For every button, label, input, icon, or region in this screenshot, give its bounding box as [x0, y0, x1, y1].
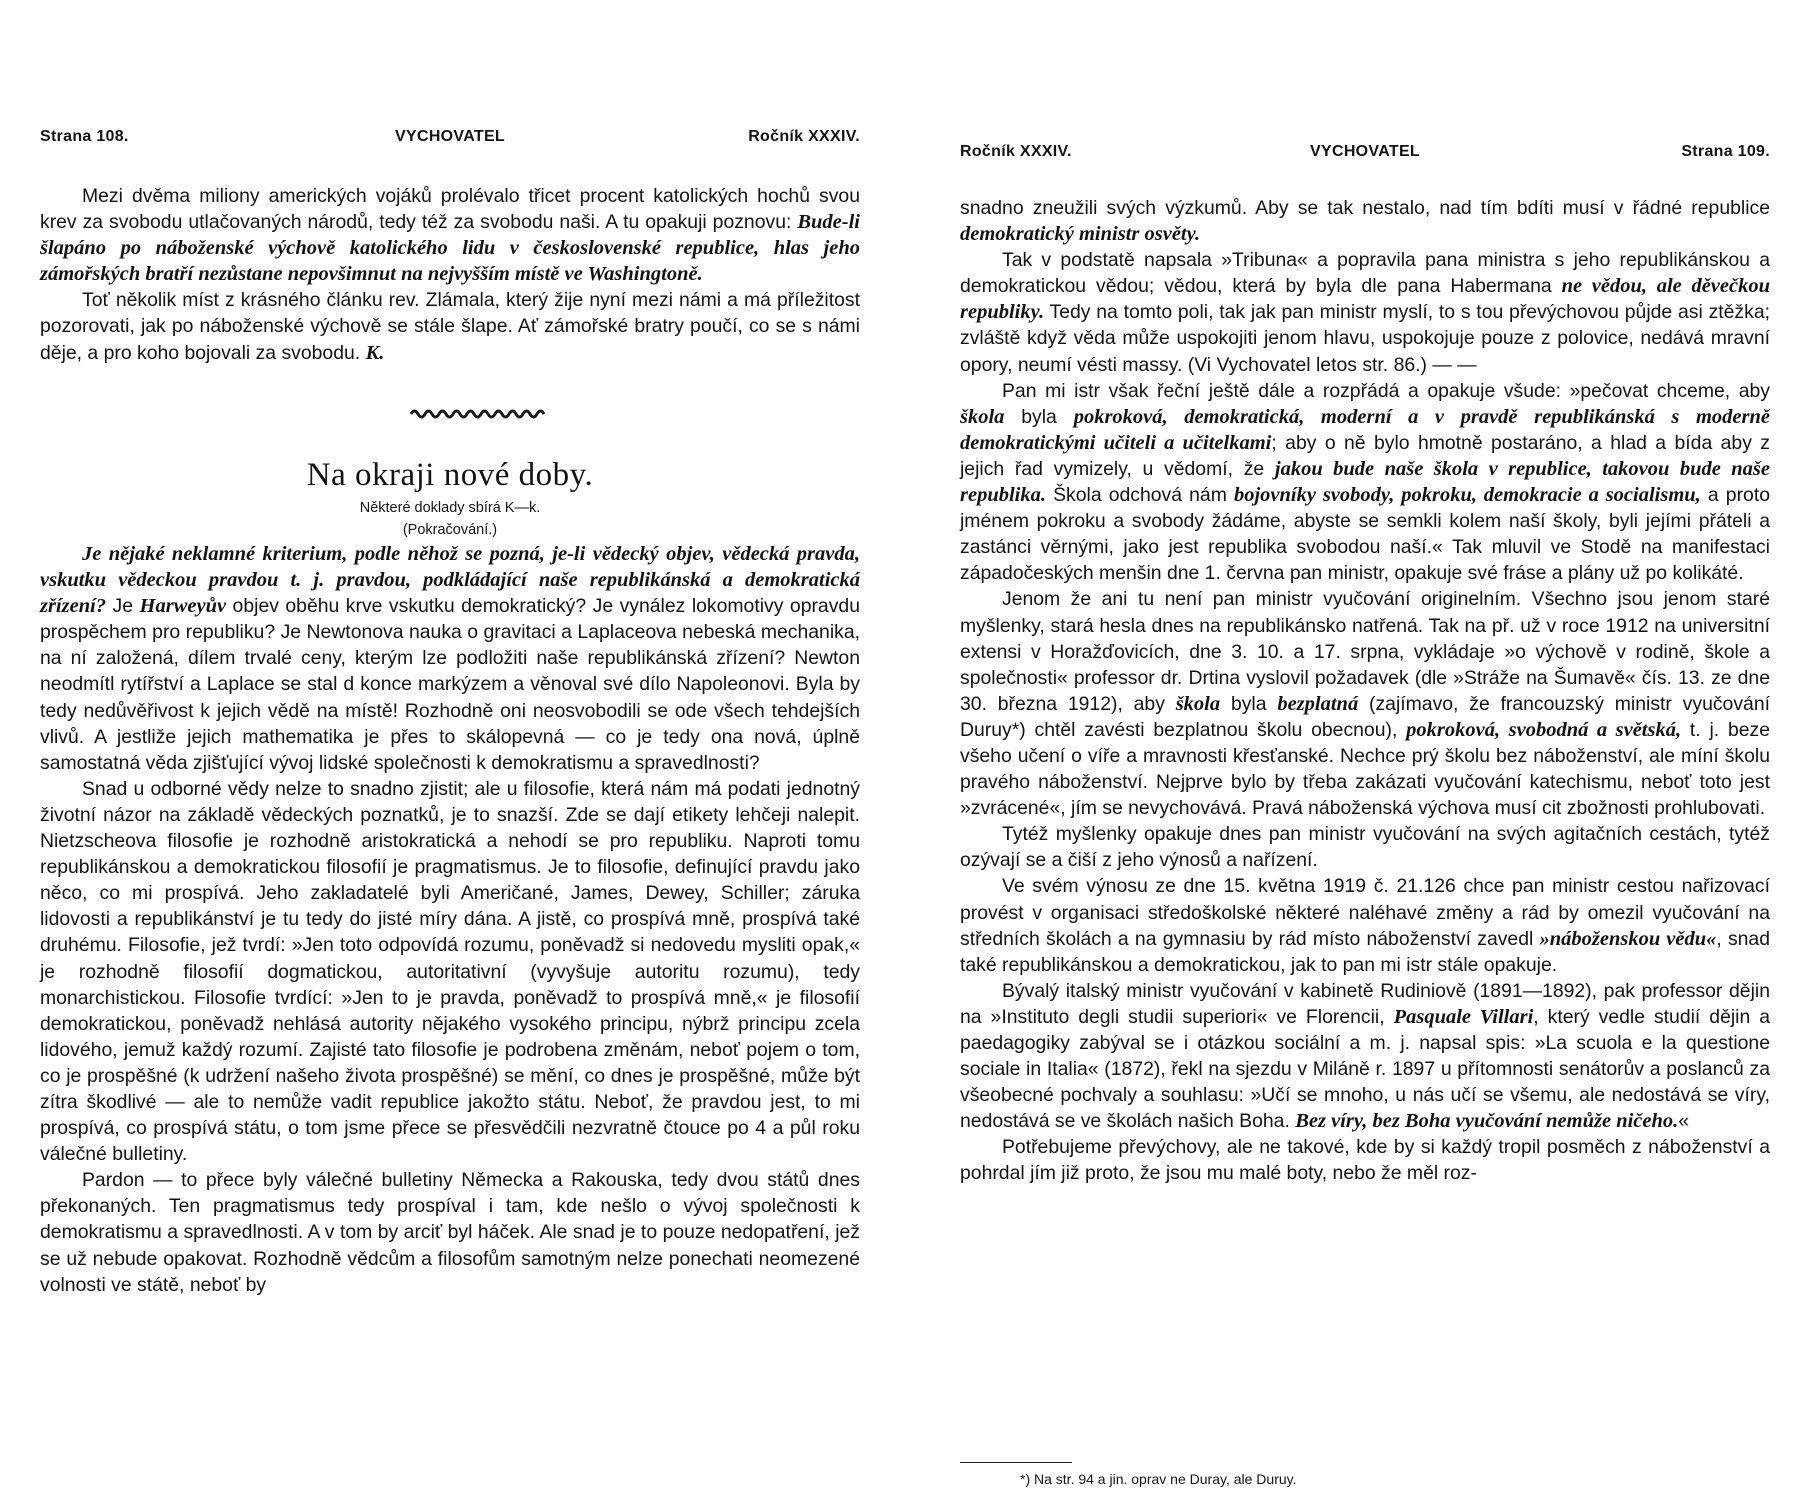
- article-body-right: [960, 195, 1770, 1187]
- intro-text: [40, 183, 860, 366]
- harvey-name: Harweyův: [139, 595, 227, 618]
- footnote: *) Na str. 94 a jin. oprav ne Duray, ale Duruy.: [1020, 1471, 1297, 1487]
- article-paragraph-2: Snad u odborné vědy nelze to snadno zjistit; ale u filosofie, která nám má podati jednotný životní názor na základě vědeckých poznatků, je to snazší. Zde se dají etikety lehčeji nalepit. Nietzscheova filosofie je rozhodně aristokratická a nehodí se pro republiku. Naproti tomu republikánskou a demokratickou filosofií je pragmatismus. Je to filosofie, definující pravdu jako něco, co mi prospívá. Jeho zakladatelé byli Američané, James, Dewey, Schiller; záruka lidovosti a republikánství je tu tedy do jisté míry dána. A jistě, co prospívá mně, prospívá také druhému. Filosofie, jež tvrdí: »Jen toto odpovídá rozumu, poněvadž si nedovedu mysliti opak,« je rozhodně filosofií dogmatickou, autoritativní (vyvyšuje autoritu rozumu), tedy monarchistickou. Filosofie tvrdící: »Jen to je pravda, poněvadž to prospívá mně,« je filosofií demokratickou, poněvadž nehlásá autority nějakého vysokého principu, nýbrž principu zcela lidového, jemuž každý rozumí. Zajisté tato filosofie je podrobena změnám, neboť pojem o tom, co je prospěšné (k udržení našeho života prospěšné) se mění, co dnes je prospěšné, může být zítra škodlivé — ale to nemůže vadit republice jakožto státu. Neboť, že pravdou jest, to mi prospívá, co prospívá státu, o tom jsme přece se přesvědčili nezvratně čtouce po 4 a půl roku válečné bulletiny.: [40, 777, 860, 1166]
- intro-paragraph-1: Mezi dvěma miliony amerických vojáků prolévalo třicet procent katolických hochů svou krev za svobodu utlačovaných národů, tedy též za svobodu naši. A tu opakuji poznovu: Bude-li šlapáno po náboženské výchově katolického lidu v československé republice, hlas jeho zámořských bratří nezůstane nepovšimnut na nejvyšším místě ve Washingtoně.: [40, 185, 860, 286]
- left-journal-title: VYCHOVATEL: [395, 128, 505, 145]
- wavy-divider-ornament: [409, 405, 549, 419]
- footnote-rule: [960, 1462, 1072, 1463]
- right-page-number: Strana 109.: [1681, 143, 1770, 160]
- right-page: [960, 0, 1770, 1500]
- right-paragraph-0: snadno zneužili svých výzkumů. Aby se tak nestalo, nad tím bdíti musí v řádné republice demokratický ministr osvěty.: [960, 197, 1770, 246]
- article-subtitle: Některé doklady sbírá K—k.: [359, 500, 541, 516]
- article-paragraph-1: Je nějaké neklamné kriterium, podle něhož se pozná, je-li vědecký objev, vědecká pravda, vskutku vědeckou pravdou t. j. pravdou, podkládající naše republikánská a demokratická zřízení? Je Harweyův objev oběhu krve vskutku demokratický? Je vynález lokomotivy opravdu prospěchem pro republiku? Je Newtonova nauka o gravitaci a Laplaceova nebeská mechanika, na ní založená, dílem trvalé ceny, kterým lze podložiti naše republikánská zřízení? Newton neodmítl rytířství a Laplace se stal d konce markýzem a věnoval své dílo Napoleonovi. Byla by tedy nedůvěřivost k jejich vědě na místě! Rozhodně oni neosvobodili se ode všech tehdejších vlivů. A jestliže jejich mathematika je přes to skálopevná — co je tedy ona nová, úplně samostatná věda zjišťující vývoj lidské společnosti k demokratismu a spravedlnosti?: [40, 543, 860, 774]
- right-paragraph-3: Jenom že ani tu není pan ministr vyučování originelním. Všechno jsou jenom staré myšlenky, stará hesla dnes na republikánsko natřená. Tak na př. už v roce 1912 na universitní extensi v Horažďovicích, dne 3. 10. a 17. srpna, vykládaje »o výchově v rodině, škole a společnosti« professor dr. Drtina vyslovil požadavek (dle »Stráže na Šumavě« čís. 13. ze dne 30. března 1912), aby škola byla bezplatná (zajímavo, že francouzský ministr vyučování Duruy*) chtěl zavésti bezplatnou školu obecnou), pokroková, svobodná a světská, t. j. beze všeho učení o víře a mravnosti křesťanské. Nechce prý školu bez náboženství, ale míní školu pravého náboženství. Nejprve bylo by třeba zakázati vyučování katechismu, neboť toto jest »zvrácené«, jím se nevychovává. Pravá náboženská výchova musí cit zbožnosti prohlubovati.: [960, 588, 1770, 820]
- right-paragraph-6: Bývalý italský ministr vyučování v kabinetě Rudiniově (1891—1892), pak professor dějin na »Instituto degli studii superiori« ve Florencii, Pasquale Villari, který vedle studií dějin a paedagogiky zabýval se i otázkou sociální a m. j. napsal spis: »La scuola e la questione sociale in Italia« (1872), řekl na sjezdu v Miláně r. 1897 u přítomnosti senátorův a poslanců za všeobecné pochvaly a souhlasu: »Učí se mnoho, u nás učí se všemu, ale nedostává se víry, nedostává se ve školách našich Boha. Bez víry, bez Boha vyučování nemůže ničeho.«: [960, 979, 1771, 1133]
- article-paragraph-3: Pardon — to přece byly válečné bulletiny Německa a Rakouska, tedy dvou států dnes překonaných. Ten pragmatismus tedy prospíval i tam, kde nešlo o vývoj společnosti k demokratismu a spravedlnosti. A v tom by arciť byl háček. Ale snad je to pouze nedopatření, jež se už nebude opakovat. Rozhodně vědcům a filosofům samotným nelze ponechati neomezené volnosti ve státě, neboť by: [40, 1169, 860, 1296]
- intro-paragraph-2: Toť několik míst z krásného článku rev. Zlámala, který žije nyní mezi námi a má příležitost pozorovati, jak po náboženské výchově se stále šlape. Ať zámořské bratry poučí, co se s námi děje, a pro koho bojovali za svobodu. K.: [40, 289, 860, 364]
- left-page-number: Strana 108.: [40, 128, 129, 145]
- right-paragraph-5: Ve svém výnosu ze dne 15. května 1919 č. 21.126 chce pan ministr cestou nařizovací provést v organisaci středoškolské některé naléhavé změny a rád by omezil vyučování na středních školách a na gymnasiu by rád místo náboženství zavedl »náboženskou vědu«, snad také republikánskou a demokratickou, jak to pan mi istr stále opakuje.: [960, 875, 1770, 976]
- right-paragraph-7: Potřebujeme převýchovy, ale ne takové, kde by si každý tropil posměch z náboženství a pohrdal jím již proto, že jsou mu malé boty, nebo že měl roz-: [960, 1136, 1770, 1185]
- signature: K.: [365, 341, 385, 364]
- article-body-left: [40, 541, 860, 1298]
- left-page: [40, 0, 860, 1500]
- right-paragraph-4: Tytéž myšlenky opakuje dnes pan ministr vyučování na svých agitačních cestách, tytéž ozývají se a čiší z jeho výnosů a nařízení.: [960, 823, 1770, 872]
- right-paragraph-2: Pan mi istr však řeční ještě dále a rozpřádá a opakuje všude: »pečovat chceme, aby škola byla pokroková, demokratická, moderní a v pravdě republikánská s moderně demokratickými učiteli a učitelkami; aby o ně bylo hmotně postaráno, a hlad a bída aby z jejich řad vymizely, u vědomí, že jakou bude naše škola v republice, takovou bude naše republika. Škola odchová nám bojovníky svobody, pokroku, demokracie a socialismu, a proto jménem pokroku a svobody žádáme, abyste se semkli kolem naší školy, byli jejími přáteli a zastánci věrnými, jako jest republika svobodou naší.« Tak mluvil ve Stodě na manifestaci západočeských menšin dne 1. června pan ministr, opakuje své fráse a plány už po kolikáté.: [960, 379, 1770, 585]
- left-volume: Ročník XXXIV.: [748, 128, 860, 145]
- right-paragraph-1: Tak v podstatě napsala »Tribuna« a popravila pana ministra s jeho republikánskou a demokratickou vědou; vědou, která by byla dle pana Habermana ne vědou, ale děvečkou republiky. Tedy na tomto poli, tak jak pan ministr myslí, to s tou převýchovou půjde asi ztěžka; zvláště když věda může uspokojiti jenom hlavu, uspokojuje pouze z polovice, nedává mravní opory, neumí vésti massy. (Vi Vychovatel letos str. 86.) — —: [960, 249, 1770, 376]
- article-title: Na okraji nové doby.: [306, 457, 594, 493]
- intro-quote: Bude-li šlapáno po náboženské výchově katolického lidu v československé republice, hlas jeho zámořských bratří nezůstane nepovšimnut na nejvyšším místě ve Washingtoně.: [40, 211, 860, 286]
- article-question: Je nějaké neklamné kriterium, podle něhož se pozná, je-li vědecký objev, vědecká pravda, vskutku vědeckou pravdou t. j. pravdou, podkládající naše republikánská a demokratická zřízení?: [40, 543, 860, 618]
- right-journal-title: VYCHOVATEL: [1310, 143, 1420, 160]
- right-volume: Ročník XXXIV.: [960, 143, 1072, 160]
- article-heading: [40, 455, 860, 541]
- continued-note: (Pokračování.): [402, 522, 498, 538]
